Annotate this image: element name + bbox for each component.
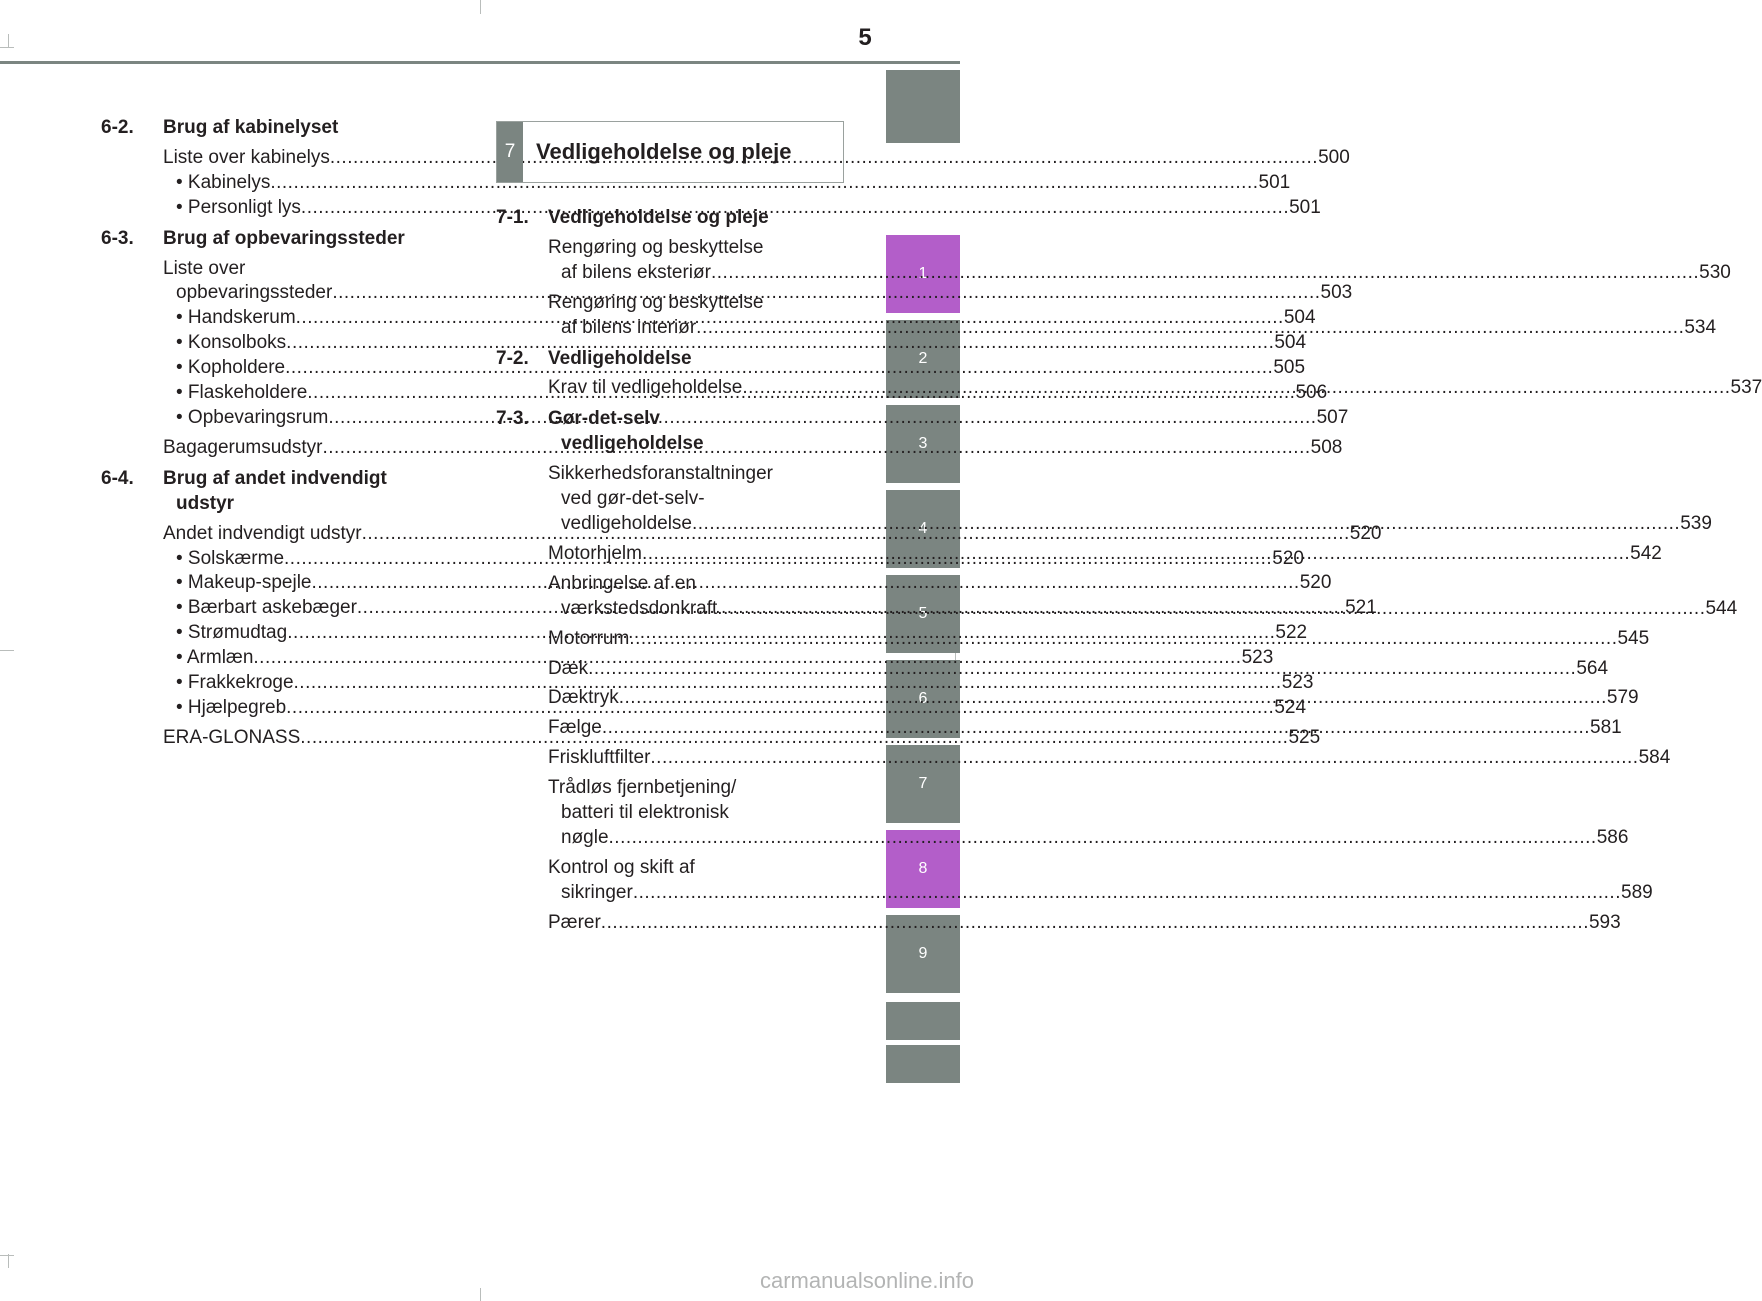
toc-entry-label: Trådløs fjernbetjening/ — [548, 777, 737, 799]
toc-entry[interactable] — [496, 746, 1671, 771]
toc-page-number: 584 — [1638, 747, 1671, 769]
toc-entry-label: Pærer — [548, 911, 601, 933]
toc-entry-label: Sikkerhedsforanstaltninger — [548, 463, 773, 485]
toc-page-number: 506 — [1295, 382, 1328, 404]
toc-entry-label: • Personligt lys — [176, 196, 301, 218]
toc-entry[interactable] — [496, 236, 1731, 286]
crop-mark — [480, 1288, 481, 1301]
toc-entry-label: nøgle — [561, 826, 609, 848]
toc-entry-label: værkstedsdonkraft — [561, 597, 718, 619]
dot-leader — [633, 882, 1621, 903]
section-number: 6-3. — [101, 227, 134, 249]
toc-page-number: 500 — [1318, 146, 1350, 168]
chapter-tab-blank[interactable] — [886, 1002, 960, 1040]
section-title: Vedligeholdelse og pleje — [548, 207, 769, 228]
section-number: 6-4. — [101, 467, 134, 489]
toc-entry-label: Motorrum — [548, 627, 630, 649]
toc-entry-label: • Solskærme — [176, 547, 285, 569]
toc-page-number: 524 — [1274, 696, 1307, 718]
dot-leader — [629, 627, 1617, 652]
toc-entry-label: opbevaringssteder — [176, 282, 333, 304]
toc-entry-label: • Flaskeholdere — [176, 382, 308, 404]
dot-leader — [601, 911, 1589, 936]
toc-section-heading[interactable] — [496, 407, 836, 457]
toc-entry-label: batteri til elektronisk — [561, 802, 729, 824]
dot-leader — [619, 686, 1607, 711]
toc-entry-label: Friskluftfilter — [548, 747, 651, 769]
dot-leader — [609, 827, 1597, 848]
toc-page-number: 593 — [1588, 911, 1621, 933]
toc-entry-label: Bagagerumsudstyr — [163, 436, 323, 458]
toc-entry-label: • Armlæn — [176, 647, 254, 669]
chapter-tab-9[interactable]: 9 — [886, 915, 960, 993]
dot-leader — [602, 716, 1590, 741]
toc-entry-label: Kontrol og skift af — [548, 856, 695, 878]
toc-entry-label: Andet indvendigt udstyr — [163, 522, 362, 544]
crop-mark — [480, 0, 481, 14]
chapter-number: 7 — [497, 122, 523, 182]
section-title: Gør-det-selv — [548, 408, 660, 430]
toc-page-number: 520 — [1349, 522, 1382, 544]
toc-section-heading[interactable] — [101, 467, 451, 517]
crop-mark — [0, 47, 14, 48]
chapter-tab-blank[interactable] — [886, 1045, 960, 1083]
watermark-text: carmanualsonline.info — [760, 1268, 975, 1293]
chapter-tab-top[interactable] — [886, 70, 960, 143]
toc-page-number: 564 — [1576, 657, 1609, 679]
dot-leader — [717, 598, 1705, 619]
toc-entry[interactable] — [496, 911, 1621, 936]
toc-entry-label: ved gør-det-selv- — [561, 488, 705, 510]
dot-leader — [588, 657, 1576, 682]
toc-section-heading[interactable] — [101, 116, 451, 141]
toc-page-number: 520 — [1272, 547, 1304, 569]
toc-entry-label: • Strømudtag — [176, 622, 288, 644]
chapter-heading-box — [496, 121, 844, 183]
toc-page-number: 589 — [1621, 881, 1653, 903]
toc-entry-label: af bilens interiør — [561, 316, 697, 338]
toc-entry-label: Krav til vedligeholdelse — [548, 377, 743, 399]
section-title: Vedligeholdelse — [548, 347, 692, 369]
toc-page-number: 523 — [1281, 672, 1314, 694]
toc-entry-label: Anbringelse af en — [548, 572, 696, 594]
dot-leader — [642, 542, 1630, 567]
toc-entry-label: • Bærbart askebæger — [176, 597, 357, 619]
section-title: Brug af andet indvendigt — [163, 467, 387, 489]
chapter-tab-1[interactable]: 1 — [886, 235, 960, 313]
toc-entry-label: sikringer — [561, 881, 633, 903]
dot-leader — [711, 262, 1699, 283]
toc-section-heading[interactable] — [101, 227, 451, 252]
section-number: 7-3. — [496, 408, 529, 430]
toc-entry-label: • Frakkekroge — [176, 672, 294, 694]
chapter-tab-8[interactable]: 8 — [886, 830, 960, 908]
header-rule — [0, 61, 960, 64]
section-number: 7-2. — [496, 347, 529, 369]
crop-mark — [8, 34, 9, 48]
toc-entry-label: ERA-GLONASS — [163, 726, 301, 748]
toc-entry-label: • Hjælpegreb — [176, 696, 287, 718]
section-number: 7-1. — [496, 207, 529, 228]
toc-entry-label: Liste over kabinelys — [163, 146, 330, 168]
toc-page-number: 504 — [1283, 307, 1316, 329]
toc-entry-label: • Makeup-spejle — [176, 572, 312, 594]
toc-entry-label: • Kabinelys — [176, 171, 271, 193]
toc-entry-label: • Opbevaringsrum — [176, 406, 329, 428]
toc-entry-label: Dæktryk — [548, 687, 619, 709]
section-title: Brug af opbevaringssteder — [163, 227, 405, 249]
toc-entry[interactable] — [101, 671, 1314, 696]
toc-page-number: 522 — [1275, 622, 1308, 644]
toc-page-number: 539 — [1680, 512, 1712, 534]
toc-page-number: 508 — [1310, 436, 1343, 458]
toc-page-number: 520 — [1299, 572, 1332, 594]
chapter-tab-5[interactable]: 5 — [886, 575, 960, 653]
toc-page-number: 586 — [1596, 826, 1629, 848]
dot-leader — [742, 376, 1730, 401]
toc-page-number: 542 — [1630, 542, 1662, 564]
dot-leader — [692, 513, 1680, 534]
section-number: 6-2. — [101, 117, 134, 138]
chapter-title: Vedligeholdelse og pleje — [536, 139, 792, 164]
crop-mark — [8, 1254, 9, 1268]
toc-page-number: 534 — [1684, 316, 1717, 338]
chapter-tab-2[interactable]: 2 — [886, 320, 960, 398]
toc-page-number: 505 — [1273, 357, 1306, 379]
toc-page-number: 501 — [1289, 196, 1321, 218]
toc-entry[interactable] — [496, 856, 1653, 906]
toc-page-number: 579 — [1606, 687, 1639, 709]
toc-entry-label: Fælge — [548, 717, 602, 739]
toc-page-number: 504 — [1274, 332, 1307, 354]
toc-entry-label: • Konsolboks — [176, 332, 287, 354]
toc-entry[interactable] — [101, 171, 1291, 196]
toc-page-number: 530 — [1699, 261, 1731, 283]
toc-page-number: 521 — [1345, 597, 1377, 619]
chapter-tab-7[interactable]: 7 — [886, 745, 960, 823]
page-number: 5 — [858, 24, 872, 51]
toc-entry[interactable] — [496, 776, 1629, 851]
toc-page-number: 507 — [1316, 406, 1349, 428]
crop-mark — [0, 650, 14, 651]
section-title: udstyr — [176, 492, 235, 514]
crop-mark — [0, 1255, 14, 1256]
section-title: Brug af kabinelyset — [163, 117, 339, 138]
toc-page-number: 501 — [1258, 171, 1291, 193]
toc-entry-label: Rengøring og beskyttelse — [548, 291, 764, 313]
toc-entry-label: • Kopholdere — [176, 357, 286, 379]
toc-entry-label: Liste over — [163, 257, 246, 279]
toc-page-number: 537 — [1730, 377, 1762, 399]
toc-page-number: 581 — [1590, 717, 1622, 739]
toc-entry-label: Dæk — [548, 657, 589, 679]
toc-entry-label: Motorhjelm — [548, 542, 642, 564]
toc-page-number: 544 — [1705, 597, 1738, 619]
dot-leader — [696, 317, 1684, 338]
toc-page-number: 523 — [1241, 647, 1274, 669]
toc-page-number: 545 — [1617, 627, 1650, 649]
toc-entry-label: af bilens eksteriør — [561, 261, 711, 283]
toc-section-heading[interactable] — [496, 206, 836, 231]
toc-entry[interactable] — [101, 331, 1307, 356]
toc-page-number: 503 — [1320, 282, 1353, 304]
toc-page-number: 525 — [1288, 726, 1321, 748]
toc-section-heading[interactable] — [496, 347, 836, 372]
chapter-tab-3[interactable]: 3 — [886, 405, 960, 483]
dot-leader — [650, 746, 1638, 771]
section-title: vedligeholdelse — [561, 433, 704, 455]
toc-entry-label: vedligeholdelse — [561, 512, 692, 534]
chapter-tab-6[interactable]: 6 — [886, 660, 960, 738]
chapter-tab-4[interactable]: 4 — [886, 490, 960, 568]
toc-entry-label: • Handskerum — [176, 307, 296, 329]
toc-entry-label: Rengøring og beskyttelse — [548, 236, 764, 258]
